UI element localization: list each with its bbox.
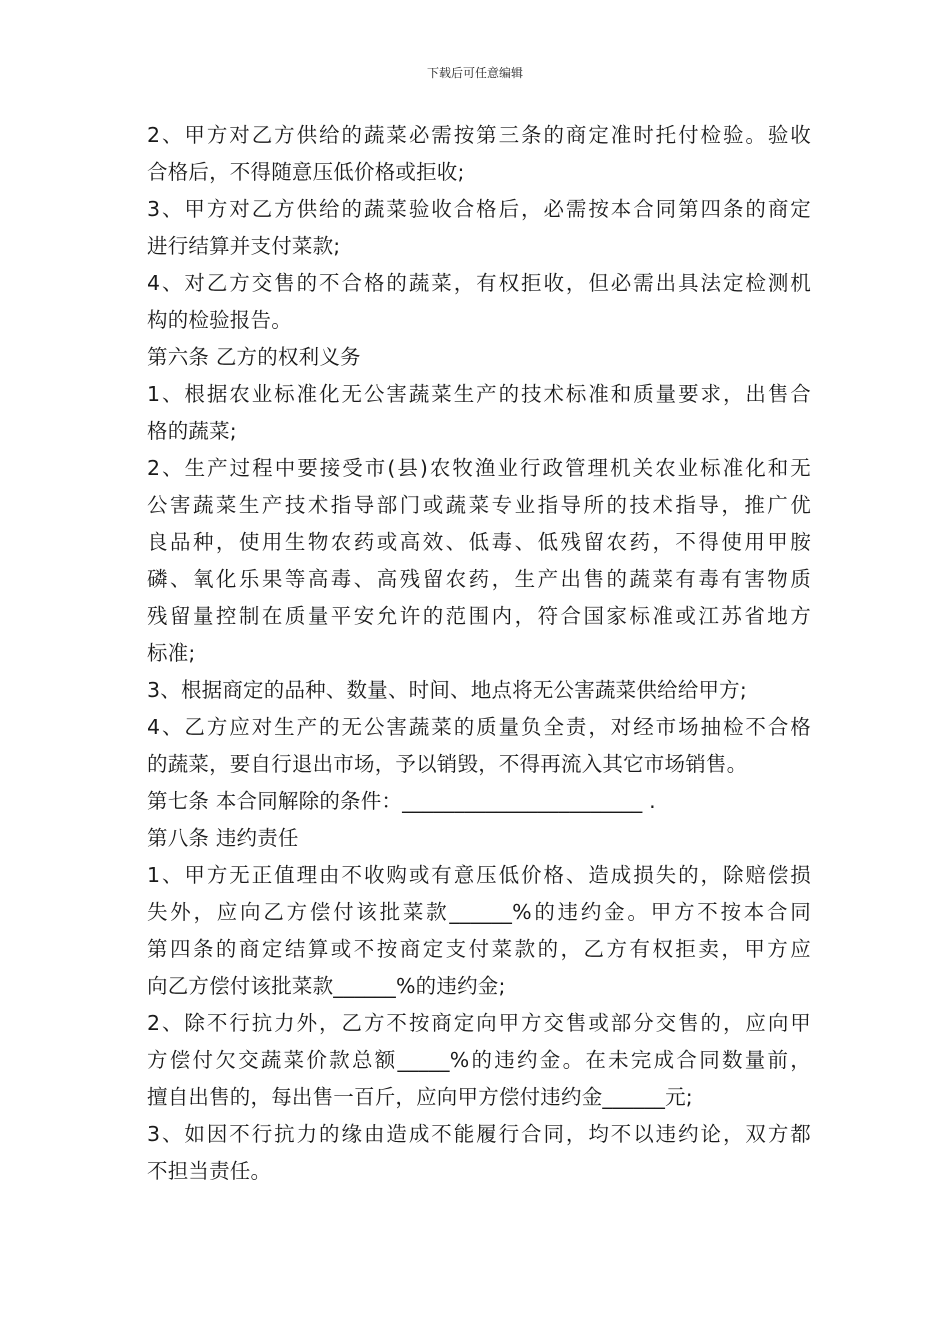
text-line-6: 构的检验报告。: [147, 308, 292, 332]
text-line-12: 良品种，使用生物农药或高效、低毒、低残留农药，不得使用甲胺: [147, 530, 811, 554]
text-line-28: 3、如因不行抗力的缘由造成不能履行合同，均不以违约论，双方都: [147, 1122, 811, 1146]
text-line-26: 方偿付欠交蔬菜价款总额_____%的违约金。在未完成合同数量前，: [147, 1048, 811, 1072]
text-line-21: 1、甲方无正值理由不收购或有意压低价格、造成损失的，除赔偿损: [147, 863, 811, 887]
text-line-29: 不担当责任。: [147, 1159, 272, 1183]
text-line-2: 合格后，不得随意压低价格或拒收;: [147, 160, 465, 184]
text-line-23: 第四条的商定结算或不按商定支付菜款的，乙方有权拒卖，甲方应: [147, 937, 811, 961]
page-header: 下载后可任意编辑: [426, 66, 523, 80]
text-line-18: 的蔬菜，要自行退出市场，予以销毁，不得再流入其它市场销售。: [147, 752, 748, 776]
text-line-11: 公害蔬菜生产技术指导部门或蔬菜专业指导所的技术指导，推广优: [147, 493, 811, 517]
text-line-27: 擅自出售的，每出售一百斤，应向甲方偿付违约金______元;: [147, 1085, 693, 1109]
document-body: [147, 117, 811, 1190]
text-line-17: 4、乙方应对生产的无公害蔬菜的质量负全责，对经市场抽检不合格: [147, 715, 811, 739]
text-line-9: 格的蔬菜;: [147, 419, 237, 443]
text-line-14: 残留量控制在质量平安允许的范围内，符合国家标准或江苏省地方: [147, 604, 811, 628]
text-line-4: 进行结算并支付菜款;: [147, 234, 341, 258]
text-line-24: 向乙方偿付该批菜款______%的违约金;: [147, 974, 506, 998]
text-line-10: 2、生产过程中要接受市(县)农牧渔业行政管理机关农业标准化和无: [147, 456, 811, 480]
text-line-3: 3、甲方对乙方供给的蔬菜验收合格后，必需按本合同第四条的商定: [147, 197, 811, 221]
text-line-5: 4、对乙方交售的不合格的蔬菜，有权拒收，但必需出具法定检测机: [147, 271, 811, 295]
section-heading-article-7: 第七条 本合同解除的条件：_______________________ .: [147, 789, 656, 813]
text-line-22: 失外，应向乙方偿付该批菜款______%的违约金。甲方不按本合同: [147, 900, 811, 924]
text-line-15: 标准;: [147, 641, 196, 665]
text-line-8: 1、根据农业标准化无公害蔬菜生产的技术标准和质量要求，出售合: [147, 382, 811, 406]
text-line-1: 2、甲方对乙方供给的蔬菜必需按第三条的商定准时托付检验。验收: [147, 123, 811, 147]
text-line-16: 3、根据商定的品种、数量、时间、地点将无公害蔬菜供给给甲方;: [147, 678, 747, 702]
section-heading-article-6: 第六条 乙方的权利义务: [147, 345, 361, 369]
text-line-25: 2、除不行抗力外，乙方不按商定向甲方交售或部分交售的，应向甲: [147, 1011, 811, 1035]
text-line-13: 磷、氧化乐果等高毒、高残留农药，生产出售的蔬菜有毒有害物质: [147, 567, 811, 591]
section-heading-article-8: 第八条 违约责任: [147, 826, 299, 850]
